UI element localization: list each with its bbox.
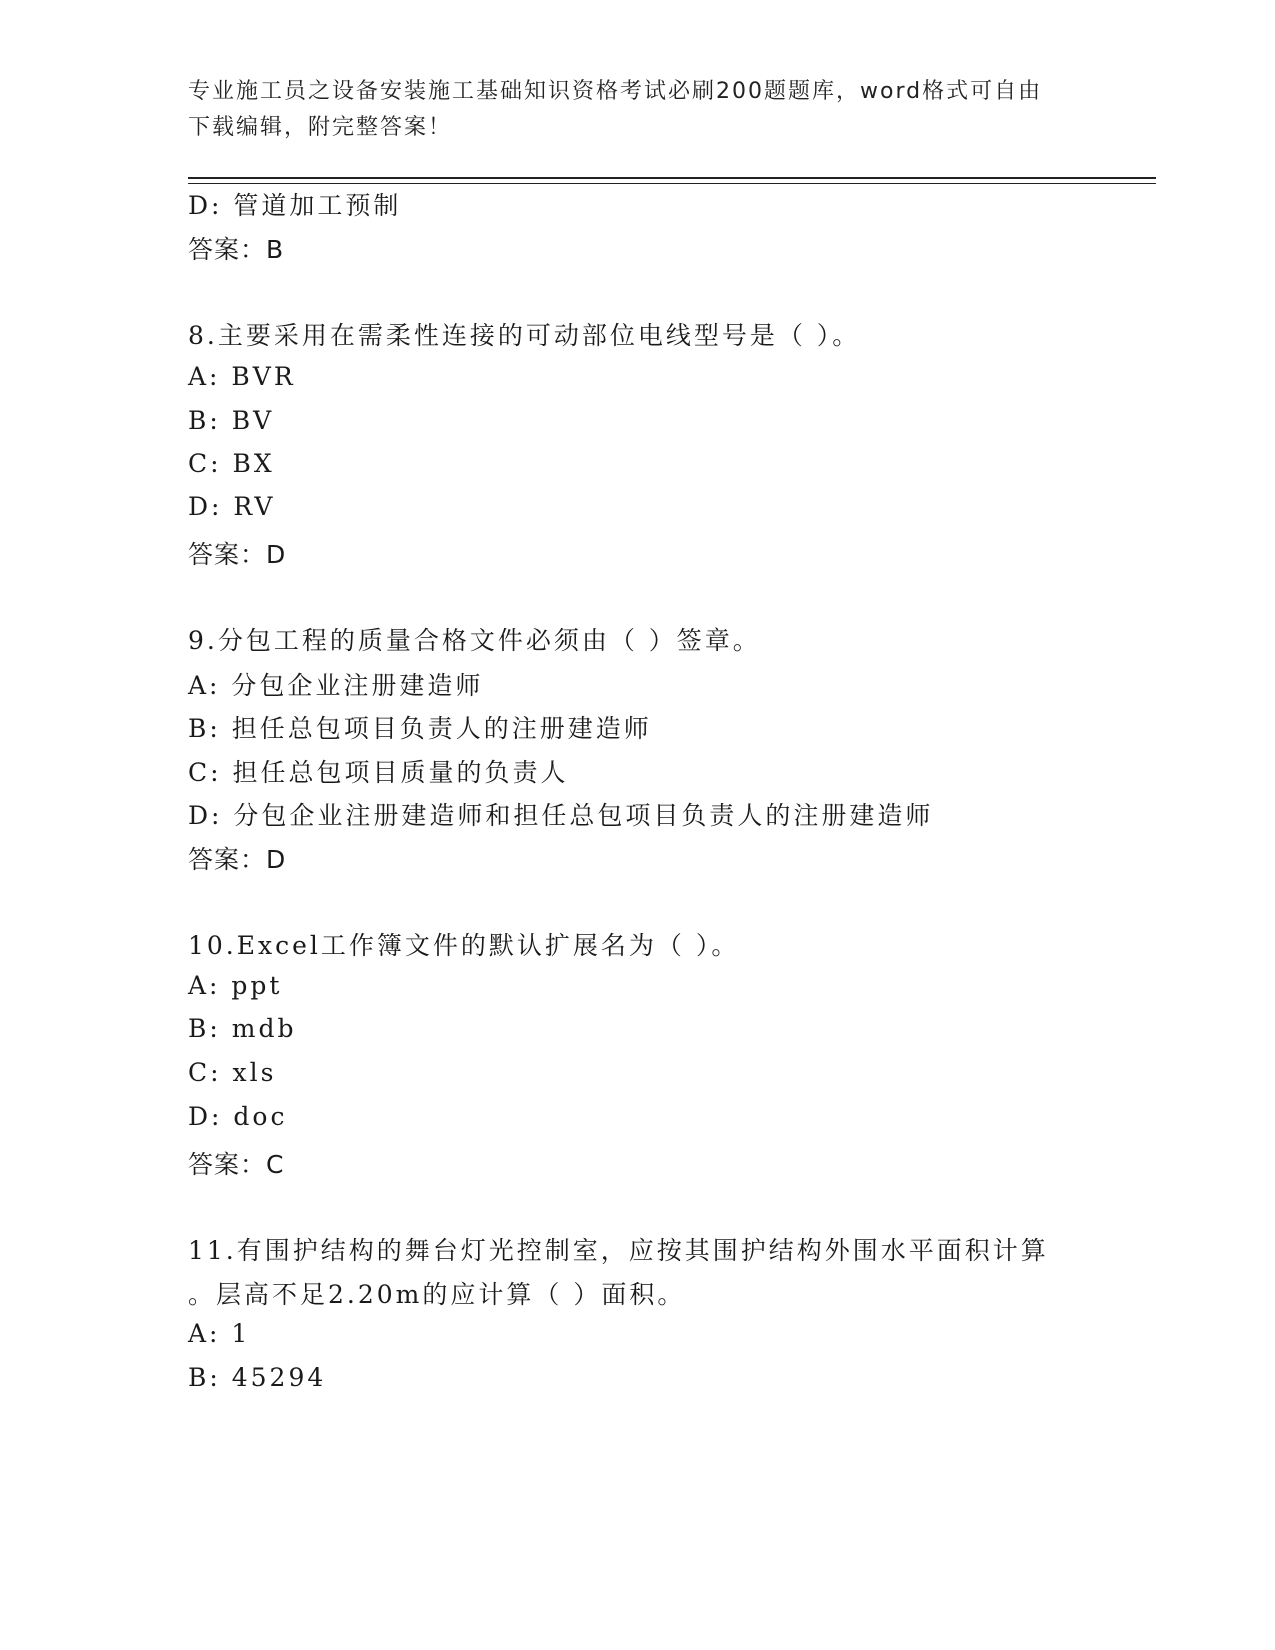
question-11-line-1: 11.有围护结构的舞台灯光控制室，应按其围护结构外围水平面积计算 [188, 1236, 1049, 1265]
q10-option-a: A: ppt [188, 971, 283, 1000]
q9-answer: 答案：D [188, 845, 287, 874]
document-header [188, 74, 1068, 146]
q9-option-a: A: 分包企业注册建造师 [188, 671, 484, 700]
q10-option-c: C: xls [188, 1058, 277, 1087]
q8-option-a: A: BVR [188, 362, 296, 391]
header-line-1: 专业施工员之设备安装施工基础知识资格考试必刷200题题库，word格式可自由 [188, 79, 1043, 104]
header-divider-thick [188, 177, 1156, 179]
q10-answer: 答案：C [188, 1150, 285, 1179]
q11-option-a: A: 1 [188, 1319, 251, 1348]
q9-option-c: C: 担任总包项目质量的负责人 [188, 758, 569, 787]
q10-option-d: D: doc [188, 1102, 288, 1131]
q10-option-b: B: mdb [188, 1014, 297, 1043]
q11-option-b: B: 45294 [188, 1363, 327, 1392]
question-10: 10.Excel工作簿文件的默认扩展名为（ ）。 [188, 931, 740, 960]
header-line-2: 下载编辑，附完整答案！ [188, 115, 453, 140]
q8-option-c: C: BX [188, 449, 275, 478]
option-d: D: 管道加工预制 [188, 191, 402, 220]
answer-line: 答案：B [188, 235, 285, 264]
question-8: 8.主要采用在需柔性连接的可动部位电线型号是（ ）。 [188, 321, 861, 350]
q8-answer: 答案：D [188, 540, 287, 569]
header-divider-thin [188, 183, 1156, 184]
question-9: 9.分包工程的质量合格文件必须由（ ）签章。 [188, 626, 761, 655]
question-11-line-2: 。层高不足2.20m的应计算（ ）面积。 [188, 1280, 686, 1309]
q9-option-d: D: 分包企业注册建造师和担任总包项目负责人的注册建造师 [188, 801, 934, 830]
q8-option-b: B: BV [188, 406, 275, 435]
q8-option-d: D: RV [188, 492, 276, 521]
q9-option-b: B: 担任总包项目负责人的注册建造师 [188, 714, 652, 743]
